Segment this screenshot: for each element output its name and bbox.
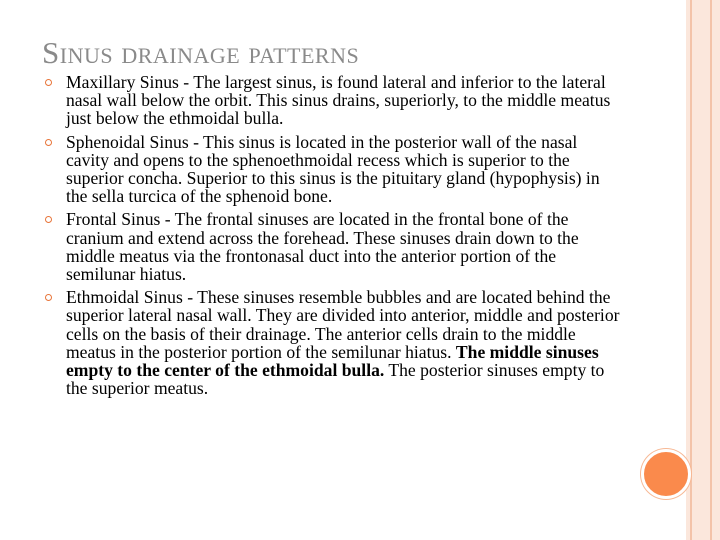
ring-bullet-icon [45, 79, 52, 86]
bullet-text: Maxillary Sinus - The largest sinus, is found lateral and inferior to the lateral nasal wall below the orbit. This sinus drains, superiorly, to the middle meatus just below the ethmoidal bulla. [66, 72, 611, 129]
bullet-text-bold: The middle sinuses empty to the center of the ethmoidal bulla. [66, 341, 599, 381]
bullet-text-after: The posterior sinuses empty to the superior meatus. [66, 360, 605, 399]
ring-bullet-icon [45, 294, 52, 301]
bullet-item-sphenoidal [42, 133, 622, 206]
bullet-item-frontal [42, 210, 622, 283]
decorative-band-line [690, 0, 692, 540]
decorative-band-line [710, 0, 712, 540]
slide-title: Sinus drainage patterns [42, 35, 360, 70]
ring-bullet-icon [45, 139, 52, 146]
bullet-text-before: Ethmoidal Sinus - These sinuses resemble bubbles and are located behind the superior lateral nasal wall. They are divided into anterior, middle and posterior cells on the basis of their drainage. The anterior cells drain to the middle meatus in the posterior portion of the semilunar hiatus. [66, 287, 620, 362]
decorative-circle [641, 449, 691, 499]
ring-bullet-icon [45, 216, 52, 223]
bullet-text: Sphenoidal Sinus - This sinus is located in the posterior wall of the nasal cavity and opens to the sphenoethmoidal recess which is superior to the superior concha. Superior to this sinus is the pituitary gland (hypophysis) in the sella turcica of the sphenoid bone. [66, 131, 600, 207]
bullet-item-maxillary [42, 73, 622, 128]
bullet-list [42, 73, 622, 402]
bullet-text: Frontal Sinus - The frontal sinuses are located in the frontal bone of the cranium and extend across the forehead. These sinuses drain down to the middle meatus via the frontonasal duct into the anterior portion of the semilunar hiatus. [66, 209, 579, 285]
bullet-item-ethmoidal [42, 288, 622, 397]
